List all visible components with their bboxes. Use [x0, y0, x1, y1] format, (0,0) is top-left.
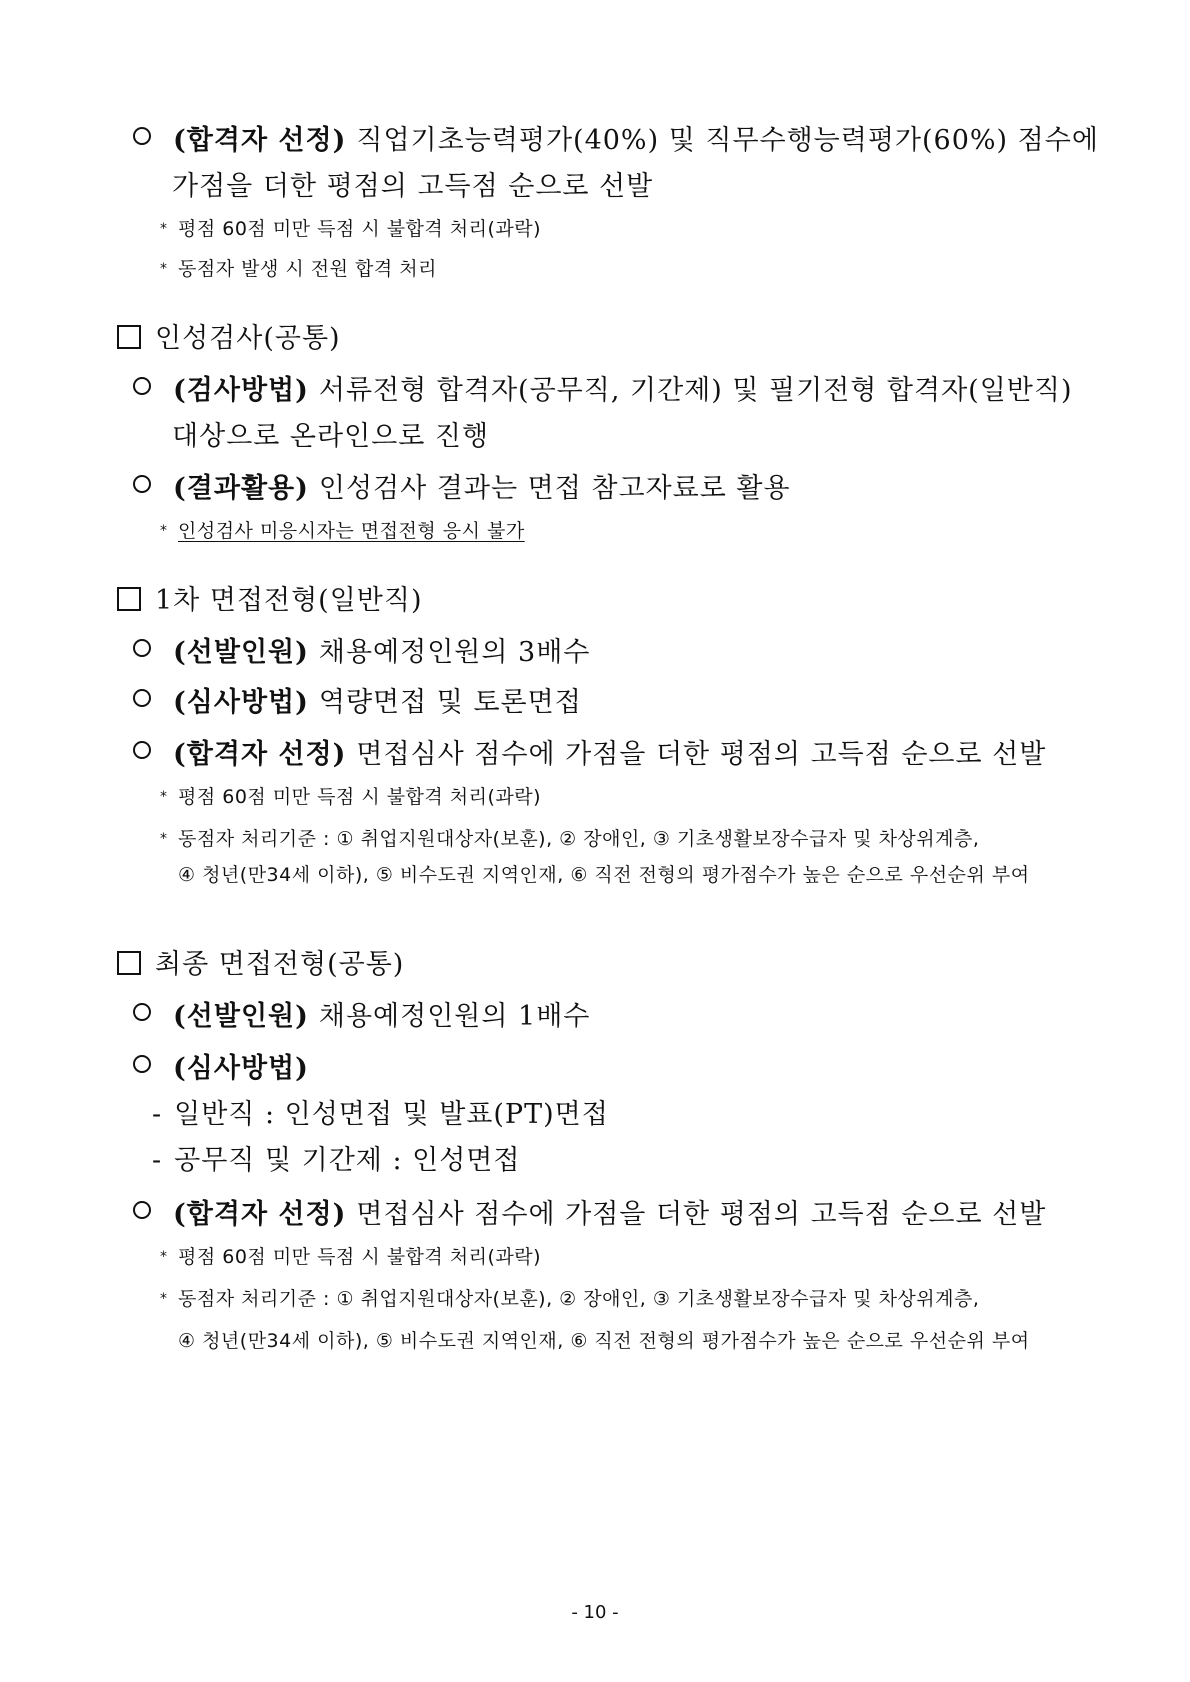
footnote-text: 동점자 처리기준 : ① 취업지원대상자(보훈), ② 장애인, ③ 기초생활보장수급자 및 차상위계층,	[178, 828, 980, 850]
footnote	[160, 516, 525, 543]
page-number: - 10 -	[571, 1602, 619, 1623]
footnote-text: 평점 60점 미만 득점 시 불합격 처리(과락)	[178, 1246, 542, 1268]
item-text: 채용예정인원의 3배수	[318, 637, 591, 668]
item-label: (합격자 선정)	[173, 125, 347, 156]
footnote-continuation: ④ 청년(만34세 이하), ⑤ 비수도권 지역인재, ⑥ 직전 전형의 평가점수가 높은 순으로 우선순위 부여	[178, 864, 1030, 886]
item-label: (선발인원)	[173, 1001, 309, 1032]
bullet-item-test-method	[133, 368, 1073, 407]
footnote	[160, 824, 979, 851]
circle-bullet-icon	[133, 639, 151, 657]
item-continuation: 대상으로 온라인으로 진행	[172, 421, 490, 452]
dash-icon: -	[152, 1099, 163, 1130]
circle-bullet-icon	[133, 377, 151, 395]
checkbox-square-icon	[117, 951, 141, 975]
dash-item-text: 일반직 : 인성면접 및 발표(PT)면접	[174, 1099, 609, 1130]
item-label: (심사방법)	[173, 1053, 309, 1084]
dash-item-text: 공무직 및 기간제 : 인성면접	[174, 1145, 521, 1176]
dash-icon: -	[152, 1145, 163, 1176]
bullet-item-pass-selection	[133, 118, 1099, 157]
footnote-text: 인성검사 미응시자는 면접전형 응시 불가	[178, 520, 525, 542]
checkbox-square-icon	[117, 587, 141, 611]
section-heading	[117, 578, 422, 617]
footnote	[160, 782, 541, 809]
circle-bullet-icon	[133, 1201, 151, 1219]
asterisk-icon: *	[160, 221, 168, 237]
item-label: (결과활용)	[173, 473, 309, 504]
footnote	[160, 1242, 541, 1269]
asterisk-icon: *	[160, 261, 168, 277]
footnote	[160, 254, 437, 281]
item-text: 면접심사 점수에 가점을 더한 평점의 고득점 순으로 선발	[356, 1199, 1047, 1230]
bullet-item-pass-selection	[133, 732, 1046, 771]
dash-item	[152, 1092, 609, 1131]
section-title: 1차 면접전형(일반직)	[155, 585, 423, 616]
item-continuation: 가점을 더한 평점의 고득점 순으로 선발	[172, 171, 654, 202]
circle-bullet-icon	[133, 475, 151, 493]
item-label: (합격자 선정)	[173, 1199, 347, 1230]
bullet-item-evaluation-method	[133, 680, 582, 719]
item-label: (검사방법)	[173, 375, 309, 406]
circle-bullet-icon	[133, 741, 151, 759]
circle-bullet-icon	[133, 1003, 151, 1021]
section-title: 인성검사(공통)	[155, 323, 341, 354]
circle-bullet-icon	[133, 689, 151, 707]
item-label: (선발인원)	[173, 637, 309, 668]
footnote-text: 동점자 처리기준 : ① 취업지원대상자(보훈), ② 장애인, ③ 기초생활보장수급자 및 차상위계층,	[178, 1288, 980, 1310]
bullet-item-headcount	[133, 630, 590, 669]
asterisk-icon: *	[160, 523, 168, 539]
item-text: 채용예정인원의 1배수	[318, 1001, 591, 1032]
bullet-item-headcount	[133, 994, 590, 1033]
footnote-text: 동점자 발생 시 전원 합격 처리	[178, 258, 437, 280]
item-text: 역량면접 및 토론면접	[318, 687, 582, 718]
footnote-text: 평점 60점 미만 득점 시 불합격 처리(과락)	[178, 786, 542, 808]
item-label: (심사방법)	[173, 687, 309, 718]
section-title: 최종 면접전형(공통)	[155, 949, 405, 980]
footnote-text: 평점 60점 미만 득점 시 불합격 처리(과락)	[178, 218, 542, 240]
footnote-continuation: ④ 청년(만34세 이하), ⑤ 비수도권 지역인재, ⑥ 직전 전형의 평가점수가 높은 순으로 우선순위 부여	[178, 1330, 1030, 1352]
item-text: 서류전형 합격자(공무직, 기간제) 및 필기전형 합격자(일반직)	[318, 375, 1073, 406]
item-text: 직업기초능력평가(40%) 및 직무수행능력평가(60%) 점수에	[356, 125, 1099, 156]
item-label: (합격자 선정)	[173, 739, 347, 770]
item-text: 인성검사 결과는 면접 참고자료로 활용	[318, 473, 791, 504]
item-text: 면접심사 점수에 가점을 더한 평점의 고득점 순으로 선발	[356, 739, 1047, 770]
bullet-item-evaluation-method	[133, 1046, 319, 1085]
asterisk-icon: *	[160, 831, 168, 847]
footnote	[160, 1284, 979, 1311]
bullet-item-pass-selection	[133, 1192, 1046, 1231]
footnote	[160, 214, 541, 241]
bullet-item-result-use	[133, 466, 791, 505]
asterisk-icon: *	[160, 1249, 168, 1265]
section-heading	[117, 316, 341, 355]
checkbox-square-icon	[117, 325, 141, 349]
dash-item	[152, 1138, 520, 1177]
asterisk-icon: *	[160, 1291, 168, 1307]
section-heading	[117, 942, 404, 981]
circle-bullet-icon	[133, 127, 151, 145]
circle-bullet-icon	[133, 1055, 151, 1073]
asterisk-icon: *	[160, 789, 168, 805]
